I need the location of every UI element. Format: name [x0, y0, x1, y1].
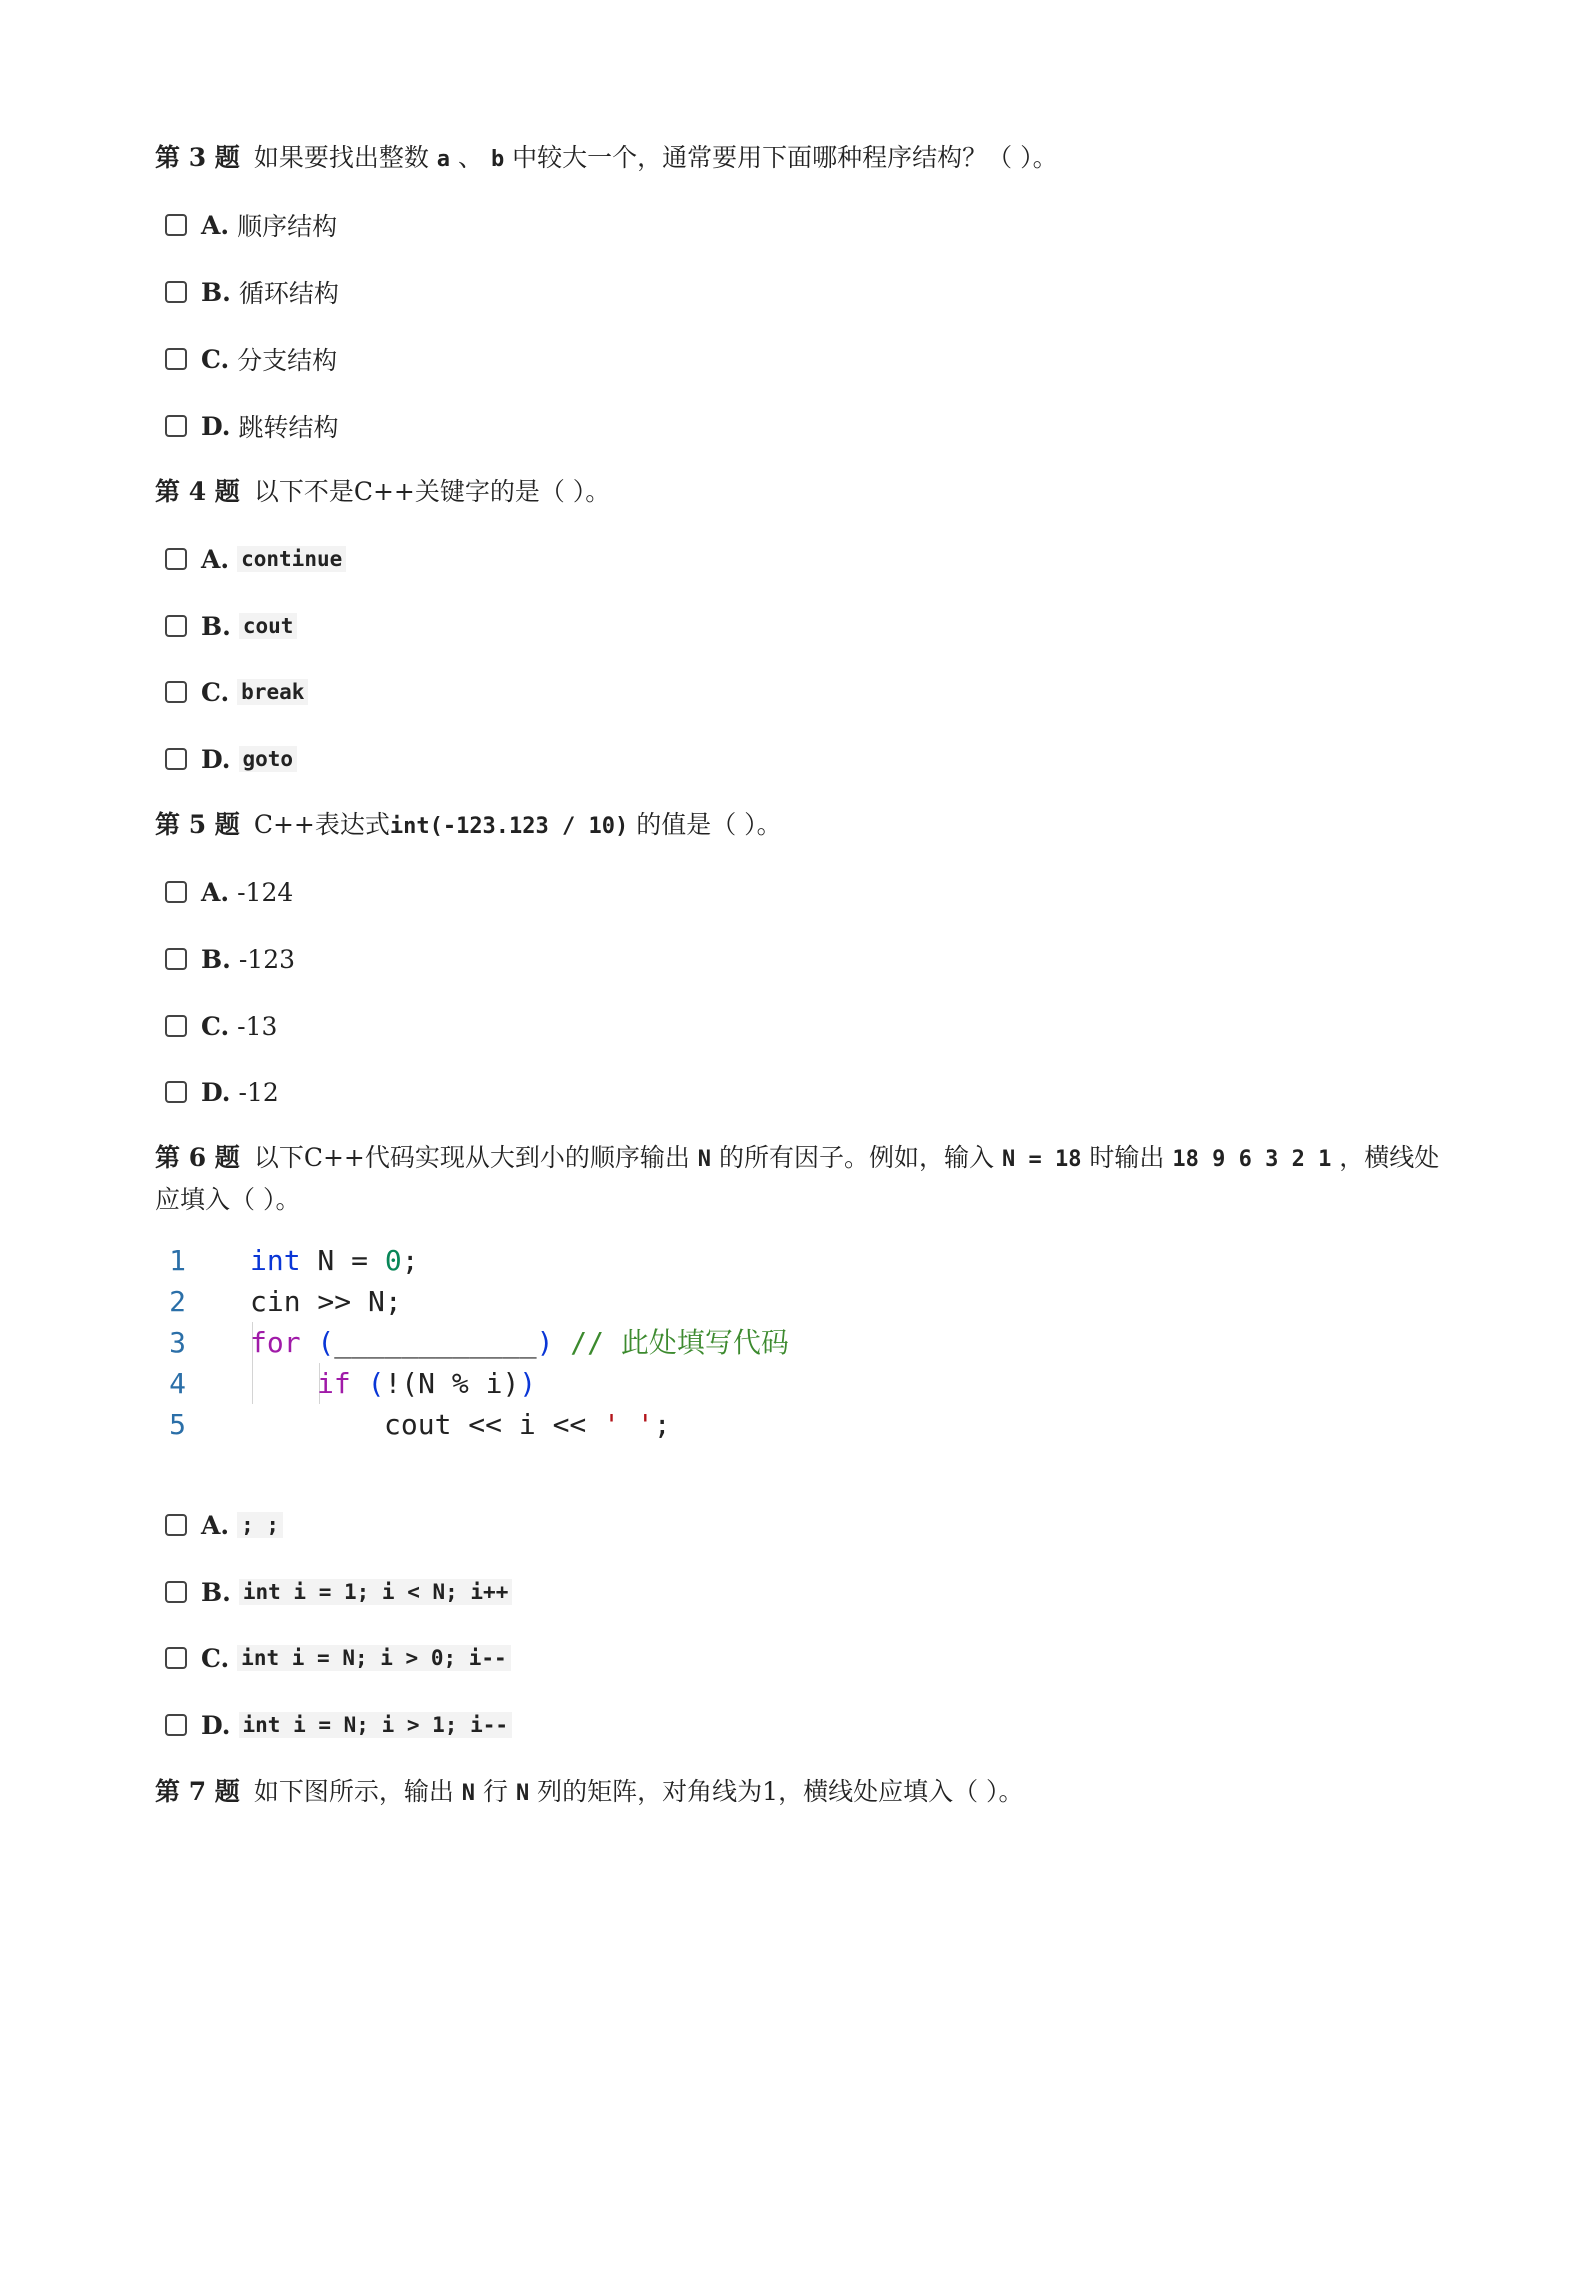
checkbox[interactable]	[165, 1081, 187, 1103]
option-label: B.	[201, 277, 231, 307]
checkbox[interactable]	[165, 948, 187, 970]
checkbox[interactable]	[165, 1581, 187, 1603]
line-number: 2	[169, 1285, 186, 1318]
question-text: 、	[457, 143, 483, 172]
checkbox[interactable]	[165, 1647, 187, 1669]
inline-code: N	[461, 1781, 476, 1806]
question-text: C++表达式	[253, 810, 390, 839]
option-3c[interactable]	[165, 339, 337, 379]
option-3a[interactable]	[165, 205, 337, 245]
option-4a[interactable]	[165, 539, 346, 579]
question-text: 以下C++代码实现从大到小的顺序输出	[253, 1143, 690, 1172]
option-code: int i = 1; i < N; i++	[239, 1579, 513, 1605]
option-label: C.	[201, 1643, 230, 1673]
checkbox[interactable]	[165, 548, 187, 570]
checkbox[interactable]	[165, 681, 187, 703]
option-text: -123	[238, 944, 296, 974]
option-text: 循环结构	[238, 279, 339, 308]
option-4d[interactable]	[165, 739, 297, 779]
checkbox[interactable]	[165, 615, 187, 637]
code-text: N =	[300, 1244, 385, 1277]
code-paren: )	[536, 1326, 554, 1359]
question-6	[155, 1138, 1445, 1220]
question-number: 第 5 题	[155, 810, 240, 839]
code-keyword: int	[250, 1244, 301, 1277]
option-label: D.	[201, 744, 231, 774]
option-code: break	[237, 679, 308, 705]
question-text: 如果要找出整数	[253, 143, 429, 172]
code-number: 0	[384, 1244, 402, 1277]
question-7	[155, 1772, 1445, 1814]
inline-code: a	[436, 147, 451, 172]
checkbox[interactable]	[165, 1015, 187, 1037]
code-text: !(N % i)	[384, 1367, 520, 1400]
question-text: 行	[482, 1777, 508, 1806]
option-label: D.	[201, 411, 231, 441]
inline-code: int(-123.123 / 10)	[389, 814, 629, 839]
option-text: -12	[238, 1077, 279, 1107]
checkbox[interactable]	[165, 748, 187, 770]
checkbox[interactable]	[165, 1714, 187, 1736]
code-comment: // 此处填写代码	[553, 1326, 789, 1359]
question-number: 第 4 题	[155, 477, 240, 506]
option-text: -124	[237, 877, 294, 907]
code-paren: )	[519, 1367, 537, 1400]
checkbox[interactable]	[165, 348, 187, 370]
option-label: A.	[201, 210, 230, 240]
option-6b[interactable]	[165, 1572, 512, 1612]
option-5d[interactable]	[165, 1072, 279, 1112]
option-text: -13	[237, 1011, 278, 1041]
inline-code: 18 9 6 3 2 1	[1172, 1147, 1332, 1172]
option-code: cout	[239, 613, 298, 639]
question-text: 列的矩阵，对角线为1，横线处应填入（ ）。	[537, 1777, 1024, 1806]
option-6c[interactable]	[165, 1638, 511, 1678]
code-keyword: for	[250, 1326, 301, 1359]
code-line	[160, 1404, 920, 1445]
option-label: C.	[201, 1011, 230, 1041]
question-number: 第 3 题	[155, 143, 240, 172]
code-string: ' '	[603, 1408, 654, 1441]
code-text: cout << i <<	[384, 1408, 604, 1441]
option-5a[interactable]	[165, 872, 293, 912]
line-number: 1	[169, 1244, 186, 1277]
option-text: 分支结构	[237, 346, 338, 375]
option-4b[interactable]	[165, 606, 297, 646]
question-5	[155, 805, 1445, 847]
option-label: A.	[201, 1510, 230, 1540]
checkbox[interactable]	[165, 881, 187, 903]
code-paren: (	[350, 1367, 385, 1400]
option-4c[interactable]	[165, 672, 308, 712]
code-line	[160, 1322, 920, 1363]
code-line	[160, 1281, 920, 1322]
checkbox[interactable]	[165, 1514, 187, 1536]
option-code: int i = N; i > 1; i--	[239, 1712, 513, 1738]
checkbox[interactable]	[165, 214, 187, 236]
line-number: 3	[169, 1326, 186, 1359]
option-label: C.	[201, 677, 230, 707]
option-text: 跳转结构	[238, 413, 339, 442]
code-keyword: if	[317, 1367, 351, 1400]
option-label: D.	[201, 1710, 231, 1740]
option-code: goto	[239, 746, 298, 772]
inline-code: N	[697, 1147, 712, 1172]
code-text: cin >> N;	[250, 1285, 402, 1318]
inline-code: N	[515, 1781, 530, 1806]
question-text: 的值是（ ）。	[636, 810, 782, 839]
code-line	[160, 1240, 920, 1281]
code-blank: ____________	[334, 1326, 537, 1359]
question-text: 如下图所示，输出	[253, 1777, 454, 1806]
option-label: A.	[201, 877, 230, 907]
question-4	[155, 472, 1445, 512]
option-label: B.	[201, 1577, 231, 1607]
inline-code: b	[490, 147, 505, 172]
option-label: A.	[201, 544, 230, 574]
code-text: ;	[653, 1408, 671, 1441]
option-label: B.	[201, 944, 231, 974]
checkbox[interactable]	[165, 281, 187, 303]
option-label: B.	[201, 611, 231, 641]
question-number: 第 6 题	[155, 1143, 240, 1172]
question-text: 的所有因子。例如，输入	[719, 1143, 995, 1172]
option-6a[interactable]	[165, 1505, 283, 1545]
question-text: 应填入（ ）。	[155, 1185, 301, 1214]
option-code: ; ;	[237, 1512, 283, 1538]
option-text: 顺序结构	[237, 212, 338, 241]
question-number: 第 7 题	[155, 1777, 240, 1806]
question-text: 中较大一个，通常要用下面哪种程序结构？（ ）。	[512, 143, 1058, 172]
checkbox[interactable]	[165, 415, 187, 437]
option-3d[interactable]	[165, 406, 339, 446]
option-code: continue	[237, 546, 346, 572]
option-3b[interactable]	[165, 272, 339, 312]
question-3	[155, 138, 1445, 180]
option-5c[interactable]	[165, 1006, 277, 1046]
question-text: ，横线处	[1339, 1143, 1440, 1172]
option-label: C.	[201, 344, 230, 374]
code-line	[160, 1363, 920, 1404]
code-block	[160, 1240, 920, 1445]
option-6d[interactable]	[165, 1705, 512, 1745]
code-paren: (	[300, 1326, 335, 1359]
option-5b[interactable]	[165, 939, 295, 979]
inline-code: N = 18	[1001, 1147, 1082, 1172]
option-code: int i = N; i > 0; i--	[237, 1645, 511, 1671]
line-number: 4	[169, 1367, 186, 1400]
code-text: ;	[401, 1244, 419, 1277]
question-text: 时输出	[1089, 1143, 1165, 1172]
line-number: 5	[169, 1408, 186, 1441]
question-text: 以下不是C++关键字的是（ ）。	[253, 477, 611, 506]
option-label: D.	[201, 1077, 231, 1107]
